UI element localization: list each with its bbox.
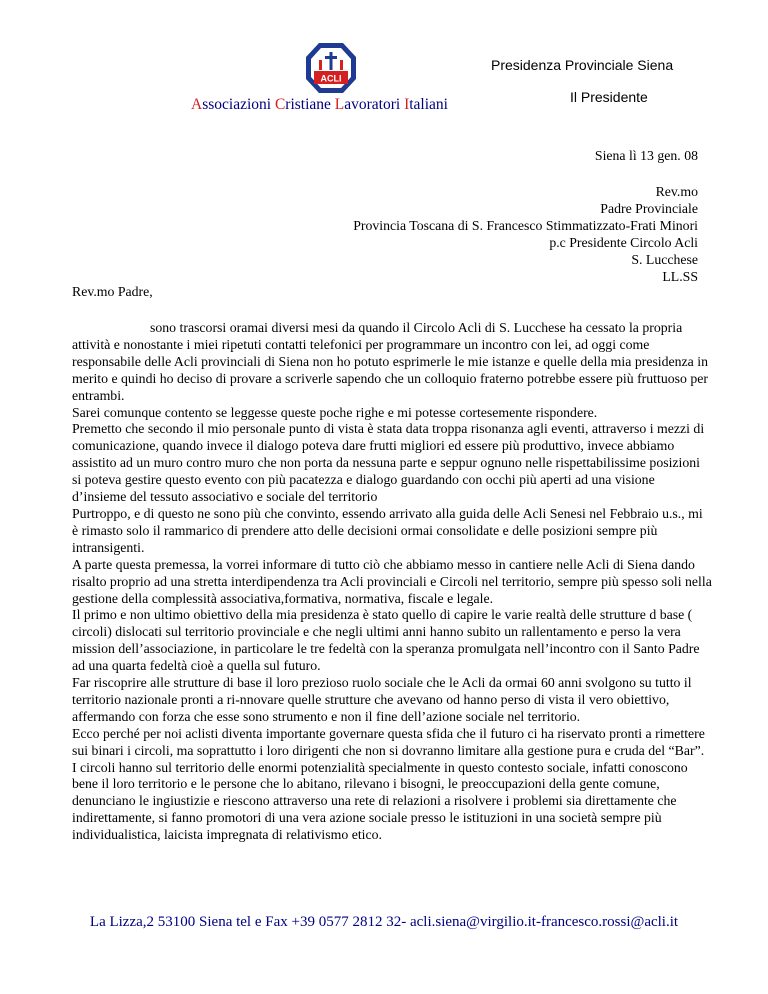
recipient-line: Rev.mo [655, 184, 698, 199]
acli-logo [303, 40, 359, 96]
body-paragraph: Far riscoprire alle strutture di base il loro prezioso ruolo sociale che le Acli da ormai 60 anni svolgono su tutto il territorio nazionale pronti a ri-nnovare quelle strutture che avevano od hanno perso di vista il vero obiettivo, affermando con forza che esse sono strumento e non il fine dell’azione sociale nel territorio. [72, 675, 692, 724]
body-paragraph: Purtroppo, e di questo ne sono più che convinto, essendo arrivato alla guida delle Acli Senesi nel Febbraio u.s., mi è rimasto solo il rammarico di prendere atto delle decisioni ormai consolidate e delle posizioni sempre più intransigenti. [72, 505, 703, 555]
body-paragraph: Ecco perché per noi aclisti diventa importante governare questa sfida che il futuro ci ha riservato pronti a rimettere sui binari i circoli, ma soprattutto i loro dirigenti che non si dovranno limitare alla gestione pura e cruda del “Bar”. [72, 725, 705, 758]
organization-name: Associazioni Cristiane Lavoratori Italiani [190, 96, 448, 113]
letter-body [72, 320, 712, 844]
body-paragraph: Premetto che secondo il mio personale punto di vista è stata data troppa risonanza agli eventi, attraverso i mezzi di comunicazione, quando invece il dialogo poteva dare frutti migliori ed essere più produttivo, invece abbiamo assistito ad un muro contro muro che non porta da nessuna parte e seppur ognuno nelle rispettabilissime posizioni si poteva gestire questo evento con più pacatezza e dialogo guardando con occhi più aperti ad una visione d’insieme del tessuto associativo e sociale del territorio [72, 421, 705, 505]
role-title: Il Presidente [570, 89, 648, 105]
recipient-line: p.c Presidente Circolo Acli [549, 235, 698, 250]
recipient-line: S. Lucchese [631, 252, 698, 267]
recipient-block [353, 183, 698, 285]
recipient-line: Provincia Toscana di S. Francesco Stimmatizzato-Frati Minori [353, 218, 698, 233]
svg-text:ACLI: ACLI [320, 73, 342, 84]
letter-date: Siena lì 13 gen. 08 [594, 148, 698, 163]
recipient-line: LL.SS [662, 269, 698, 284]
body-paragraph: A parte questa premessa, la vorrei informare di tutto ciò che abbiamo messo in cantiere nelle Acli di Siena dando risalto proprio ad una stretta interdipendenza tra Acli provinciali e Circoli nel territorio, sempre più spesso soli nella gestione della complessità associativa,formativa, normativa, fiscale e legale. [72, 556, 712, 606]
footer-contact: La Lizza,2 53100 Siena tel e Fax +39 0577 2812 32- acli.siena@virgilio.it-francesco.rossi@acli.it [89, 914, 679, 930]
recipient-line: Padre Provinciale [600, 201, 698, 216]
office-title: Presidenza Provinciale Siena [491, 57, 674, 73]
body-paragraph: Sarei comunque contento se leggesse queste poche righe e mi potesse cortesemente rispondere. [72, 404, 598, 420]
body-paragraph: Il primo e non ultimo obiettivo della mia presidenza è stato quello di capire le varie realtà delle strutture d base ( circoli) dislocati sul territorio provinciale e che negli ultimi anni hanno subito un rallentamento e perso la vera mission dell’associazione, in particolare le tre fedeltà con la speranza promulgata nell’incontro con il Santo Padre ad una quarta fedeltà cioè a quella sul futuro. [72, 607, 700, 674]
body-paragraph: I circoli hanno sul territorio delle enormi potenzialità specialmente in questo contesto sociale, infatti conoscono bene il loro territorio e le persone che lo abitano, rilevano i bisogni, le preoccupazioni della gente comune, denunciano le ingiustizie e riescono attraverso una rete di relazioni a risolvere i problemi sia direttamente che indirettamente, si fanno promotori di una vera azione sociale presso le istituzioni in una società sempre più individualistica, laicista impregnata di relativismo etico. [72, 759, 688, 843]
body-paragraph: sono trascorsi oramai diversi mesi da quando il Circolo Acli di S. Lucchese ha cessato la propria attività e nonostante i miei ripetuti contatti telefonici per programmare un incontro con lei, ad oggi come responsabile delle Acli provinciali di Siena non ho potuto esprimerle le mie istanze e quelle della mia presidenza in merito e quindi ho deciso di provare a scriverle sapendo che un colloquio fraterno potrebbe essere più fruttuoso per entrambi. [72, 320, 708, 403]
salutation: Rev.mo Padre, [72, 284, 153, 299]
